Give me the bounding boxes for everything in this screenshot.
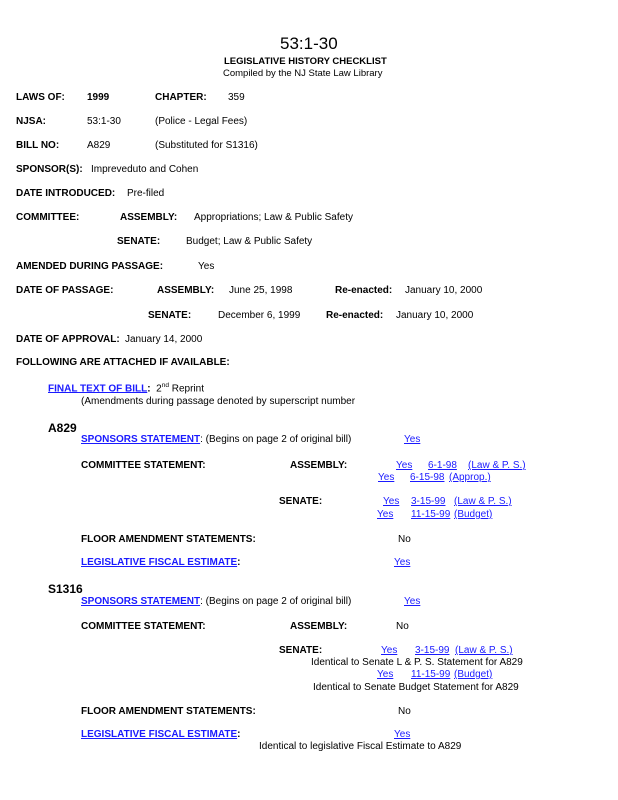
a829-senate-date-2[interactable]: 11-15-99 — [411, 509, 451, 520]
a829-assembly-label: ASSEMBLY: — [290, 460, 348, 471]
s1316-sponsors-row — [81, 597, 351, 607]
a829-fiscal-link[interactable]: LEGISLATIVE FISCAL ESTIMATE — [81, 557, 238, 568]
a829-assembly-yes-1[interactable]: Yes — [396, 460, 413, 471]
final-text-colon: : — [147, 383, 151, 395]
a829-fiscal-colon: : — [237, 557, 241, 568]
approval-label: DATE OF APPROVAL: — [16, 334, 120, 345]
s1316-senate-note-1: Identical to Senate L & P. S. Statement for A829 — [311, 657, 523, 668]
a829-committee-label: COMMITTEE STATEMENT: — [81, 460, 206, 471]
sponsors-label: SPONSOR(S): — [16, 164, 83, 175]
s1316-fiscal-link[interactable]: LEGISLATIVE FISCAL ESTIMATE — [81, 729, 238, 740]
s1316-senate-label: SENATE: — [279, 645, 323, 656]
s1316-fiscal-colon: : — [237, 729, 241, 740]
introduced-value: Pre-filed — [127, 188, 165, 199]
sponsors-value: Impreveduto and Cohen — [91, 164, 199, 175]
s1316-fiscal-yes[interactable]: Yes — [394, 729, 411, 740]
laws-of-year: 1999 — [87, 92, 110, 103]
reprint-num: 2 — [156, 383, 162, 395]
s1316-assembly-label: ASSEMBLY: — [290, 621, 348, 632]
a829-senate-date-1[interactable]: 3-15-99 — [411, 496, 446, 507]
a829-floor-value: No — [398, 534, 411, 545]
passage-label: DATE OF PASSAGE: — [16, 285, 114, 296]
bill-note: (Substituted for S1316) — [155, 140, 258, 151]
page-title: 53:1-30 — [280, 34, 338, 53]
a829-sponsors-note: : (Begins on page 2 of original bill) — [200, 434, 352, 445]
a829-heading: A829 — [48, 421, 77, 435]
passage-reenacted-label: Re-enacted: — [335, 285, 393, 296]
a829-senate-yes-1[interactable]: Yes — [383, 496, 400, 507]
attached-label: FOLLOWING ARE ATTACHED IF AVAILABLE: — [16, 357, 230, 368]
passage-senate-date: December 6, 1999 — [218, 310, 301, 321]
njsa-label: NJSA: — [16, 116, 47, 127]
committee-assembly-label: ASSEMBLY: — [120, 212, 178, 223]
reprint-text: Reprint — [168, 383, 204, 395]
a829-sponsors-yes[interactable]: Yes — [404, 434, 421, 445]
approval-value: January 14, 2000 — [125, 334, 203, 345]
amended-label: AMENDED DURING PASSAGE: — [16, 261, 164, 272]
a829-senate-comm-2[interactable]: (Budget) — [454, 509, 493, 520]
a829-fiscal-row — [81, 558, 240, 568]
a829-assembly-date-2[interactable]: 6-15-98 — [410, 472, 445, 483]
s1316-senate-date-2[interactable]: 11-15-99 — [411, 669, 451, 680]
s1316-assembly-value: No — [396, 621, 409, 632]
final-text-row — [48, 383, 204, 394]
introduced-label: DATE INTRODUCED: — [16, 188, 116, 199]
s1316-sponsors-note: : (Begins on page 2 of original bill) — [200, 596, 352, 607]
passage-senate-reenacted: January 10, 2000 — [396, 310, 474, 321]
s1316-committee-label: COMMITTEE STATEMENT: — [81, 621, 206, 632]
committee-label: COMMITTEE: — [16, 212, 80, 223]
passage-assembly-reenacted: January 10, 2000 — [405, 285, 483, 296]
passage-senate-reenacted-label: Re-enacted: — [326, 310, 384, 321]
committee-senate-label: SENATE: — [117, 236, 161, 247]
njsa-value: 53:1-30 — [87, 116, 121, 127]
passage-assembly-date: June 25, 1998 — [229, 285, 293, 296]
a829-senate-label: SENATE: — [279, 496, 323, 507]
s1316-senate-note-2: Identical to Senate Budget Statement for A829 — [313, 682, 519, 693]
a829-assembly-comm-2[interactable]: (Approp.) — [449, 472, 491, 483]
page-subtitle: LEGISLATIVE HISTORY CHECKLIST — [224, 56, 387, 67]
a829-sponsors-row — [81, 435, 351, 445]
chapter-value: 359 — [228, 92, 245, 103]
s1316-fiscal-row — [81, 730, 240, 740]
s1316-heading: S1316 — [48, 582, 83, 596]
final-text-note: (Amendments during passage denoted by superscript number — [81, 396, 356, 407]
compiled-by: Compiled by the NJ State Law Library — [223, 68, 383, 79]
committee-assembly-value: Appropriations; Law & Public Safety — [194, 212, 353, 223]
reprint-sup: nd — [161, 382, 169, 389]
amended-value: Yes — [198, 261, 215, 272]
s1316-senate-comm-1[interactable]: (Law & P. S.) — [455, 645, 513, 656]
laws-of-label: LAWS OF: — [16, 92, 65, 103]
s1316-senate-yes-1[interactable]: Yes — [381, 645, 398, 656]
passage-assembly-label: ASSEMBLY: — [157, 285, 215, 296]
a829-assembly-date-1[interactable]: 6-1-98 — [428, 460, 457, 471]
a829-sponsors-link[interactable]: SPONSORS STATEMENT — [81, 434, 201, 445]
a829-assembly-yes-2[interactable]: Yes — [378, 472, 395, 483]
s1316-floor-value: No — [398, 706, 411, 717]
a829-fiscal-yes[interactable]: Yes — [394, 557, 411, 568]
s1316-senate-yes-2[interactable]: Yes — [377, 669, 394, 680]
s1316-floor-label: FLOOR AMENDMENT STATEMENTS: — [81, 706, 256, 717]
chapter-label: CHAPTER: — [155, 92, 207, 103]
final-text-link[interactable]: FINAL TEXT OF BILL — [48, 383, 148, 395]
passage-senate-label: SENATE: — [148, 310, 192, 321]
a829-senate-yes-2[interactable]: Yes — [377, 509, 394, 520]
a829-senate-comm-1[interactable]: (Law & P. S.) — [454, 496, 512, 507]
s1316-fiscal-note: Identical to legislative Fiscal Estimate to A829 — [259, 741, 462, 752]
bill-value: A829 — [87, 140, 111, 151]
a829-floor-label: FLOOR AMENDMENT STATEMENTS: — [81, 534, 256, 545]
committee-senate-value: Budget; Law & Public Safety — [186, 236, 313, 247]
s1316-senate-date-1[interactable]: 3-15-99 — [415, 645, 450, 656]
a829-assembly-comm-1[interactable]: (Law & P. S.) — [468, 460, 526, 471]
s1316-senate-comm-2[interactable]: (Budget) — [454, 669, 493, 680]
s1316-sponsors-yes[interactable]: Yes — [404, 596, 421, 607]
njsa-note: (Police - Legal Fees) — [155, 116, 248, 127]
bill-label: BILL NO: — [16, 140, 60, 151]
s1316-sponsors-link[interactable]: SPONSORS STATEMENT — [81, 596, 201, 607]
